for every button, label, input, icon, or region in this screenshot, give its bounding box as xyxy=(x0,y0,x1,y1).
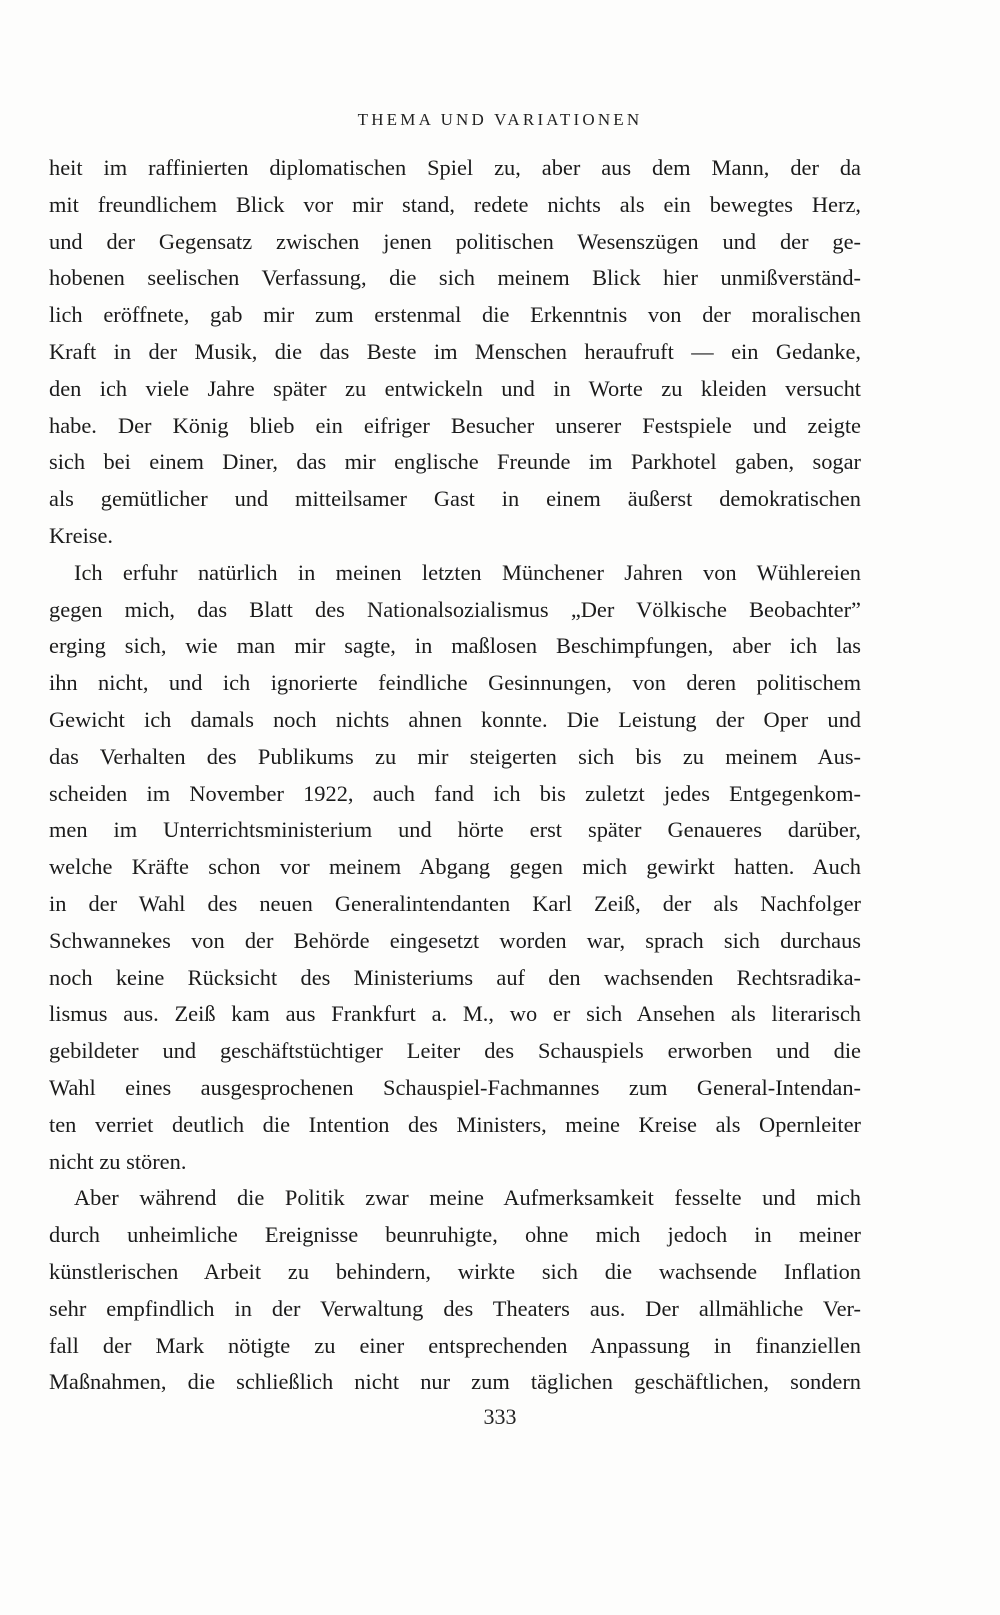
text-line: lich eröffnete, gab mir zum erstenmal die Erkenntnis von der moralischen xyxy=(49,302,861,328)
text-line: Kraft in der Musik, die das Beste im Menschen heraufruft — ein Gedanke, xyxy=(49,338,861,364)
text-line: mit freundlichem Blick vor mir stand, redete nichts als ein bewegtes Herz, xyxy=(49,191,861,217)
text-line: Wahl eines ausgesprochenen Schauspiel-Fachmannes zum General-Intendan- xyxy=(49,1074,861,1100)
text-line: Schwannekes von der Behörde eingesetzt worden war, sprach sich durchaus xyxy=(49,927,861,953)
text-line: gebildeter und geschäftstüchtiger Leiter des Schauspiels erworben und die xyxy=(49,1038,861,1064)
text-line: noch keine Rücksicht des Ministeriums auf den wachsenden Rechtsradika- xyxy=(49,964,861,990)
text-line: welche Kräfte schon vor meinem Abgang gegen mich gewirkt hatten. Auch xyxy=(49,854,861,880)
text-line: gegen mich, das Blatt des Nationalsozialismus „Der Völkische Beobachter” xyxy=(49,596,861,622)
text-line: sich bei einem Diner, das mir englische Freunde im Parkhotel gaben, sogar xyxy=(49,449,861,475)
page-number: 333 xyxy=(483,1404,517,1429)
text-line: scheiden im November 1922, auch fand ich bis zuletzt jedes Entgegenkom- xyxy=(49,780,861,806)
text-line: und der Gegensatz zwischen jenen politischen Wesenszügen und der ge- xyxy=(49,228,861,254)
text-line: in der Wahl des neuen Generalintendanten Karl Zeiß, der als Nachfolger xyxy=(49,890,861,916)
text-line: Gewicht ich damals noch nichts ahnen konnte. Die Leistung der Oper und xyxy=(49,706,861,732)
text-line: ten verriet deutlich die Intention des Ministers, meine Kreise als Opernleiter xyxy=(49,1111,861,1137)
text-line: den ich viele Jahre später zu entwickeln und in Worte zu kleiden versucht xyxy=(49,375,861,401)
text-line: heit im raffinierten diplomatischen Spiel zu, aber aus dem Mann, der da xyxy=(49,155,861,180)
body-text xyxy=(49,150,861,1401)
text-line: Kreise. xyxy=(49,522,114,548)
running-head: THEMA UND VARIATIONEN xyxy=(357,110,643,129)
text-line: nicht zu stören. xyxy=(49,1148,187,1174)
text-line: sehr empfindlich in der Verwaltung des Theaters aus. Der allmähliche Ver- xyxy=(49,1295,861,1321)
text-line: hobenen seelischen Verfassung, die sich meinem Blick hier unmißverständ- xyxy=(49,265,861,291)
text-line: men im Unterrichtsministerium und hörte erst später Genaueres darüber, xyxy=(49,817,861,843)
text-line: durch unheimliche Ereignisse beunruhigte, ohne mich jedoch in meiner xyxy=(49,1222,861,1248)
text-line: künstlerischen Arbeit zu behindern, wirkte sich die wachsende Inflation xyxy=(49,1258,861,1284)
text-line: Maßnahmen, die schließlich nicht nur zum täglichen geschäftlichen, sondern xyxy=(49,1369,861,1395)
text-line: als gemütlicher und mitteilsamer Gast in einem äußerst demokratischen xyxy=(49,486,861,512)
text-line: das Verhalten des Publikums zu mir steigerten sich bis zu meinem Aus- xyxy=(49,743,861,769)
text-line: Aber während die Politik zwar meine Aufmerksamkeit fesselte und mich xyxy=(74,1185,861,1211)
text-line: fall der Mark nötigte zu einer entsprechenden Anpassung in finanziellen xyxy=(49,1332,861,1358)
text-line: ihn nicht, und ich ignorierte feindliche Gesinnungen, von deren politischem xyxy=(49,670,861,696)
text-line: habe. Der König blieb ein eifriger Besucher unserer Festspiele und zeigte xyxy=(49,412,861,438)
text-line: lismus aus. Zeiß kam aus Frankfurt a. M., wo er sich Ansehen als literarisch xyxy=(49,1001,861,1027)
text-line: erging sich, wie man mir sagte, in maßlosen Beschimpfungen, aber ich las xyxy=(49,633,861,659)
text-line: Ich erfuhr natürlich in meinen letzten Münchener Jahren von Wühlereien xyxy=(74,559,861,585)
